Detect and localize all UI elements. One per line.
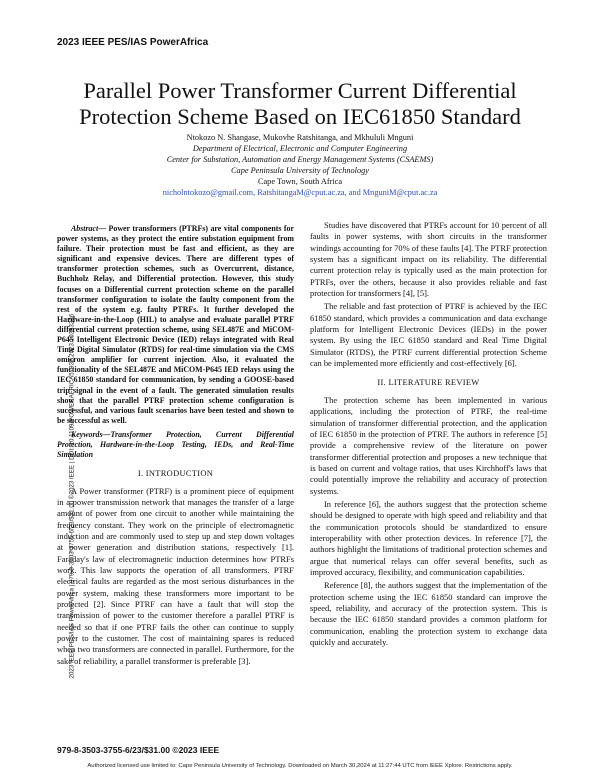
paper-title: Parallel Power Transformer Current Differential Protection Scheme Based on IEC61850 Standard — [79, 78, 521, 129]
author-center: Center for Substation, Automation and Energy Management Systems (CSAEMS) — [166, 155, 434, 164]
author-location: Cape Town, South Africa — [257, 177, 343, 186]
lit-paragraph-1: The protection scheme has been implemented in various applications, including the protection of PTRF, the real-time simulation of transformer differential protection, and the application of IEC 61850 in the protection of PTRF. The authors in reference [5] provide a comprehensive review of the literature on power transformer differential protection and proposes a new technique that is based on current and voltage ratios, that uses Kirchhoff's laws that could potentially improve the reliability and accuracy of protection systems. — [310, 394, 547, 496]
abstract-label: Abstract — [71, 224, 99, 233]
introduction-heading: I. INTRODUCTION — [137, 468, 214, 479]
right-paragraph-2: The reliable and fast protection of PTRF is achieved by the IEC 61850 standard, which provides a communication and data exchange platform for Intelligent Electronic Devices (IEDs) in the power system. By using the IEC 61850 standard and Real Time Digital Simulator (RTDS), the PTRF current differential protection Scheme can be implemented more efficiently and cost-effectively [6]. — [310, 301, 547, 369]
left-column — [57, 224, 294, 667]
side-doi-strip: 2023 IEEE PES/IAS PowerAfrica | 979-8-3503-3755-6/23/$31.00 ©2023 IEEE | DOI: 10.1109/POWERAFRICA57932.2023.10363286 — [68, 313, 76, 679]
author-emails[interactable]: nicholntokozo@gmail.com, RatshitangaM@cput.ac.za, and MnguniM@cput.ac.za — [162, 188, 438, 197]
lit-paragraph-2: In reference [6], the authors suggest that the protection scheme should be designed to operate with high speed and reliability and that the communication protocols should be standardized to ensure interoperability with other protection devices. In reference [7], the authors highlight the limitations of traditional protection schemes and argue that numerical relays can offer several benefits, such as improved accuracy, flexibility, and communication capabilities. — [310, 498, 547, 577]
right-column — [310, 220, 547, 648]
literature-heading: II. LITERATURE REVIEW — [377, 377, 480, 388]
license-footer: Authorized licensed use limited to: Cape Peninsula University of Technology. Downloaded on March 30,2024 at 11:27:44 UTC from IEEE Xplore. Restrictions apply. — [87, 763, 513, 769]
author-block — [40, 132, 560, 198]
keywords-label: Keywords — [71, 429, 103, 439]
intro-paragraph: A Power transformer (PTRF) is a prominent piece of equipment in a power transmission network that manages the transfer of a large amount of power from one circuit to another while maintaining the frequency constant. They work on the principle of electromagnetic induction and are commonly used to step up and step down voltages at power generation and distribution stations, respectively [1]. Faraday's law of electromagnetic induction determines how PTRFs work. This law supports the operation of all transformers. PTRF electrical faults are regarded as the most serious disturbances in the power system, making these transformers more important to be protected [2]. Since PTRF can have a fault that will stop the transmission of power to the customer therefore a parallel PTRF is needed so that if one PTRF fails the other can continue to supply power to the customer. The cost of maintaining spares is reduced when two transformers are connected in parallel. Furthermore, for the sake of reliability, a parallel transformer is preferable [3]. — [57, 485, 294, 666]
keywords-text: —Transformer Protection, Current Differential Protection, Hardware-in-the-Loop Testing, IEDs, and Real-Time Simulation — [57, 429, 294, 460]
right-paragraph-1: Studies have discovered that PTRFs account for 10 percent of all faults in power systems, with short circuits in the transformer windings accounting for 70% of these faults [4]. The PTRF protection system has a significant impact on its reliability. The differential current protection relay is typically used as the main protection for PTRFs, over the others, because it also provides reliable and fast protection for transformers [4], [5]. — [310, 220, 547, 299]
abstract — [57, 224, 294, 426]
keywords — [57, 430, 294, 460]
lit-paragraph-3: Reference [8], the authors suggest that the implementation of the protection scheme using the IEC 61850 standard can improve the speed, reliability, and accuracy of the protection system. This is because the IEC 61850 standard provides a common platform for communication, enabling the protection system to exchange data quickly and accurately. — [310, 580, 547, 648]
author-department: Department of Electrical, Electronic and Computer Engineering — [192, 144, 408, 153]
author-university: Cape Peninsula University of Technology — [231, 166, 369, 175]
abstract-text: — Power transformers (PTRFs) are vital components for power systems, as they protect the entire substation equipment from failure. Their protection must be fast and efficient, as they are significant and expensive devices. There are different types of transformer protection schemes, such as Overcurrent, distance, Buchholz Relay, and Differential protection. However, this study focuses on a Differential current protection scheme on the parallel transformer configuration to isolate the faulty component from the rest of the system e.g. faulty PTRFs. It further developed the Hardware-in-the-Loop (HIL) to analyse and evaluate parallel PTRF differential current protection scheme, using SEL487E and MiCOM-P645 Intelligent Electronic Device (IED) relays integrated with Real Time Digital Simulator (RTDS) for real-time simulation via the CMS omicron amplifier for current injection. Also, it evaluated the functionality of the SEL487E and MiCOM-P645 IED relays using the IEC 61850 standard for communication, by sending a GOOSE-based trip signal in the event of a fault. The generated simulation results show that the parallel PTRF protection scheme configuration is successful, and various fault scenarios have been tested and shown to be successful as well. — [57, 224, 294, 425]
conference-header: 2023 IEEE PES/IAS PowerAfrica — [57, 37, 209, 48]
isbn-footer: 979-8-3503-3755-6/23/$31.00 ©2023 IEEE — [57, 745, 220, 755]
author-names: Ntokozo N. Shangase, Mukovhe Ratshitanga, and Mkhululi Mnguni — [186, 133, 414, 142]
